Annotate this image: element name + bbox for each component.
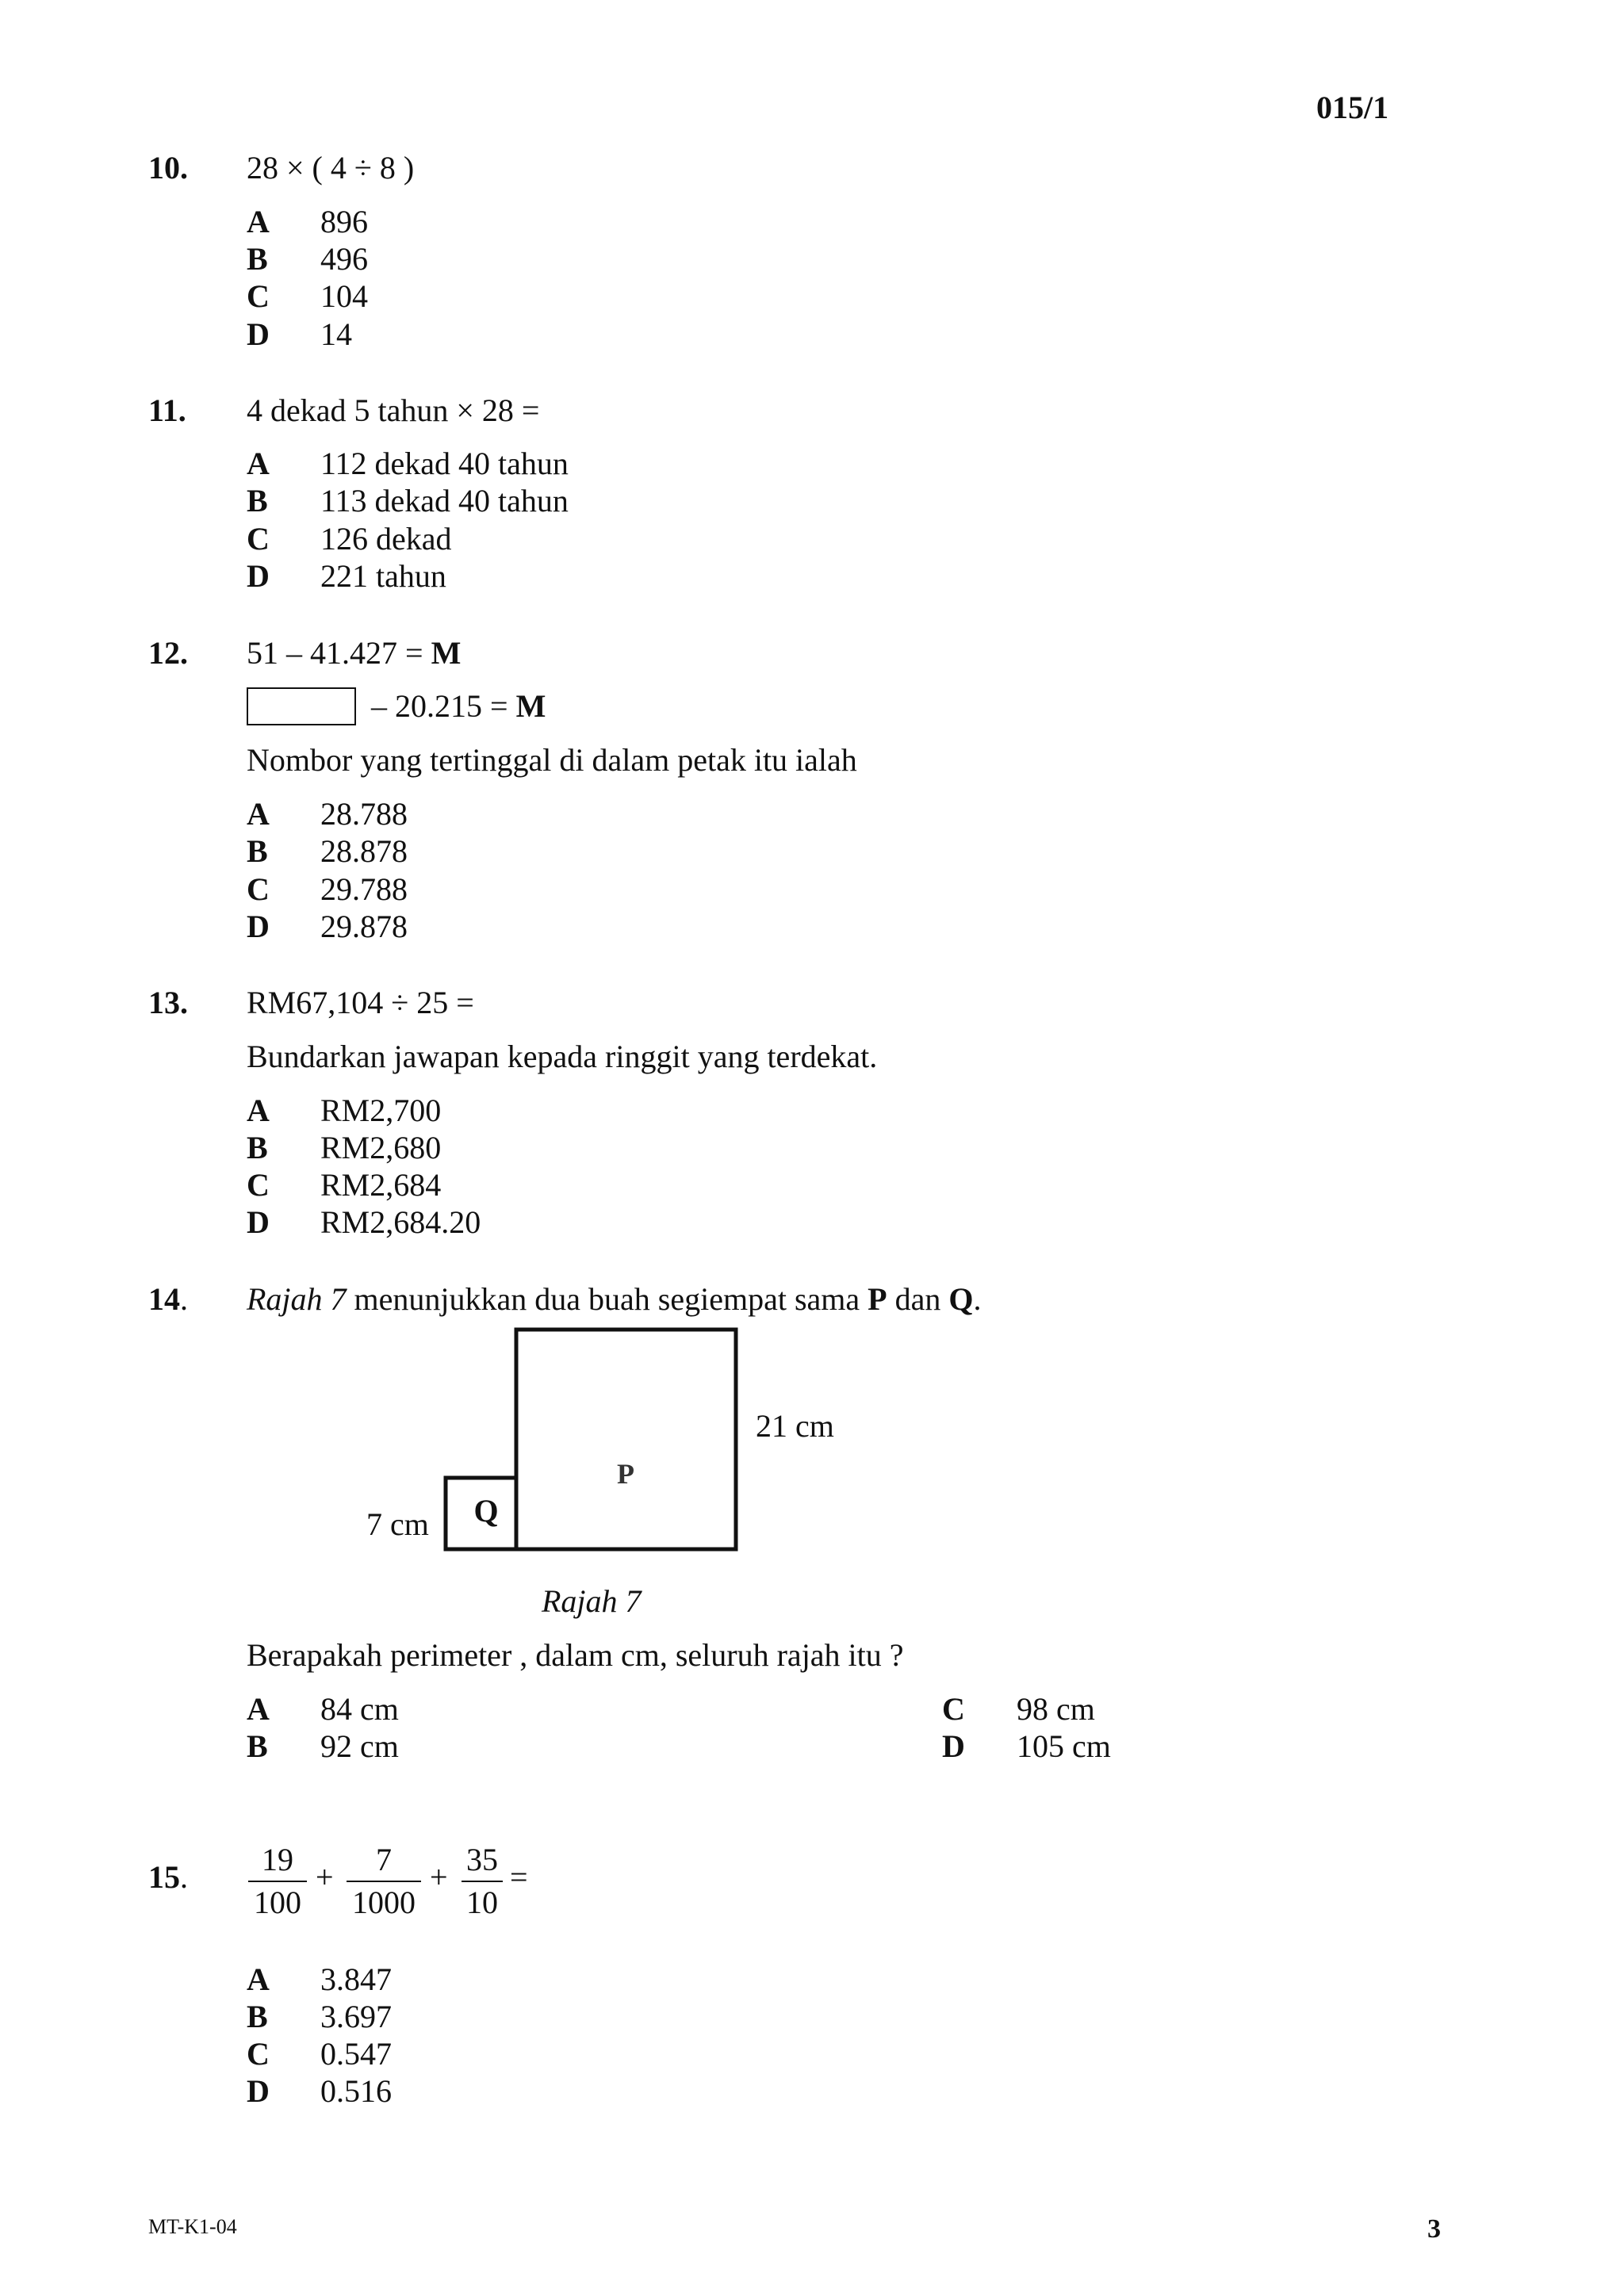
question-text: Berapakah perimeter , dalam cm, seluruh rajah itu ? (247, 1637, 904, 1673)
option-letter: A (247, 1691, 270, 1727)
question-number (148, 1280, 188, 1318)
equals-sign: = (510, 1859, 528, 1895)
fraction-1 (248, 1841, 307, 1922)
option-text: 0.547 (320, 2036, 392, 2072)
option-text: 98 cm (1017, 1691, 1095, 1727)
option-letter: C (247, 278, 270, 314)
option-text: RM2,684.20 (320, 1204, 481, 1240)
option-text: 896 (320, 204, 368, 239)
option-letter: A (247, 1961, 270, 1997)
option-letter: D (247, 558, 270, 594)
option-letter: D (247, 909, 270, 944)
question-number-digits: 15 (148, 1859, 180, 1895)
question-number-dot: . (180, 1281, 188, 1317)
question-number: 12. (148, 635, 188, 671)
label-p: P (868, 1281, 887, 1317)
intro-end: . (973, 1281, 982, 1317)
option-text: 92 cm (320, 1728, 399, 1764)
option-letter: A (247, 204, 270, 239)
option-text: 496 (320, 241, 368, 277)
option-letter: C (247, 521, 270, 557)
option-letter: C (247, 1167, 270, 1203)
plus-sign: + (316, 1859, 334, 1895)
question-number: 10. (148, 150, 188, 186)
option-text: RM2,680 (320, 1130, 442, 1165)
question-number: 11. (148, 392, 186, 428)
fraction-bar (462, 1881, 503, 1882)
fraction-2 (347, 1841, 421, 1922)
question-expression: RM67,104 ÷ 25 = (247, 985, 474, 1020)
option-text: 105 cm (1017, 1728, 1111, 1764)
dimension-21cm: 21 cm (756, 1408, 834, 1444)
question-expression: 28 × ( 4 ÷ 8 ) (247, 150, 415, 186)
option-letter: D (247, 316, 270, 352)
option-letter: A (247, 446, 270, 481)
option-text: 0.516 (320, 2073, 392, 2109)
option-text: RM2,700 (320, 1093, 442, 1128)
intro-and: dan (887, 1281, 949, 1317)
option-letter: A (247, 796, 270, 832)
page-number: 3 (1427, 2214, 1441, 2244)
option-letter: B (247, 241, 268, 277)
option-text: 112 dekad 40 tahun (320, 446, 569, 481)
numerator: 19 (262, 1842, 293, 1877)
option-text: 28.878 (320, 833, 408, 869)
numerator: 35 (466, 1842, 498, 1877)
fraction-bar (347, 1881, 421, 1882)
square-p (516, 1330, 736, 1549)
option-text: 113 dekad 40 tahun (320, 483, 569, 519)
numerator: 7 (376, 1842, 392, 1877)
option-letter: D (942, 1728, 965, 1764)
square-p-label: P (617, 1458, 634, 1490)
option-text: 126 dekad (320, 521, 452, 557)
option-text: RM2,684 (320, 1167, 442, 1203)
option-letter: B (247, 1999, 268, 2034)
plus-sign: + (430, 1859, 448, 1895)
option-letter: C (247, 2036, 270, 2072)
equation-expression: – 20.215 = (371, 688, 516, 724)
option-text: 3.697 (320, 1999, 392, 2034)
question-instruction: Bundarkan jawapan kepada ringgit yang terdekat. (247, 1039, 878, 1074)
option-letter: C (942, 1691, 965, 1727)
footer-code: MT-K1-04 (148, 2215, 237, 2238)
question-number: 13. (148, 985, 188, 1020)
option-letter: A (247, 1093, 270, 1128)
option-text: 104 (320, 278, 368, 314)
square-q-label: Q (473, 1493, 499, 1529)
option-text: 84 cm (320, 1691, 399, 1727)
option-letter: D (247, 1204, 270, 1240)
denominator: 10 (466, 1885, 498, 1920)
equation-line-2 (371, 687, 546, 725)
question-number-digits: 14 (148, 1281, 180, 1317)
variable-m: M (431, 635, 462, 671)
fraction-bar (248, 1881, 307, 1882)
question-text: Nombor yang tertinggal di dalam petak itu ialah (247, 742, 857, 778)
intro-text: menunjukkan dua buah segiempat sama (346, 1281, 868, 1317)
question-intro (247, 1280, 981, 1318)
equation-line-1 (247, 634, 461, 672)
paper-code: 015/1 (1316, 90, 1389, 125)
option-letter: B (247, 483, 268, 519)
option-letter: B (247, 833, 268, 869)
option-text: 221 tahun (320, 558, 446, 594)
variable-m: M (515, 688, 546, 724)
question-number-dot: . (180, 1859, 188, 1895)
option-letter: B (247, 1728, 268, 1764)
equation-expression: 51 – 41.427 = (247, 635, 431, 671)
denominator: 1000 (352, 1885, 416, 1920)
label-q: Q (948, 1281, 974, 1317)
fraction-3 (462, 1841, 503, 1922)
question-expression: 4 dekad 5 tahun × 28 = (247, 392, 540, 428)
answer-blank-box (247, 687, 356, 725)
denominator: 100 (254, 1885, 301, 1920)
option-letter: B (247, 1130, 268, 1165)
option-letter: D (247, 2073, 270, 2109)
option-text: 29.878 (320, 909, 408, 944)
figure-reference: Rajah 7 (247, 1281, 347, 1317)
figure-rajah-7 (349, 1316, 856, 1562)
option-text: 29.788 (320, 871, 408, 907)
dimension-7cm: 7 cm (366, 1506, 429, 1542)
option-text: 28.788 (320, 796, 408, 832)
figure-caption: Rajah 7 (542, 1583, 642, 1619)
option-letter: C (247, 871, 270, 907)
option-text: 14 (320, 316, 352, 352)
option-text: 3.847 (320, 1961, 392, 1997)
question-number (148, 1858, 188, 1896)
